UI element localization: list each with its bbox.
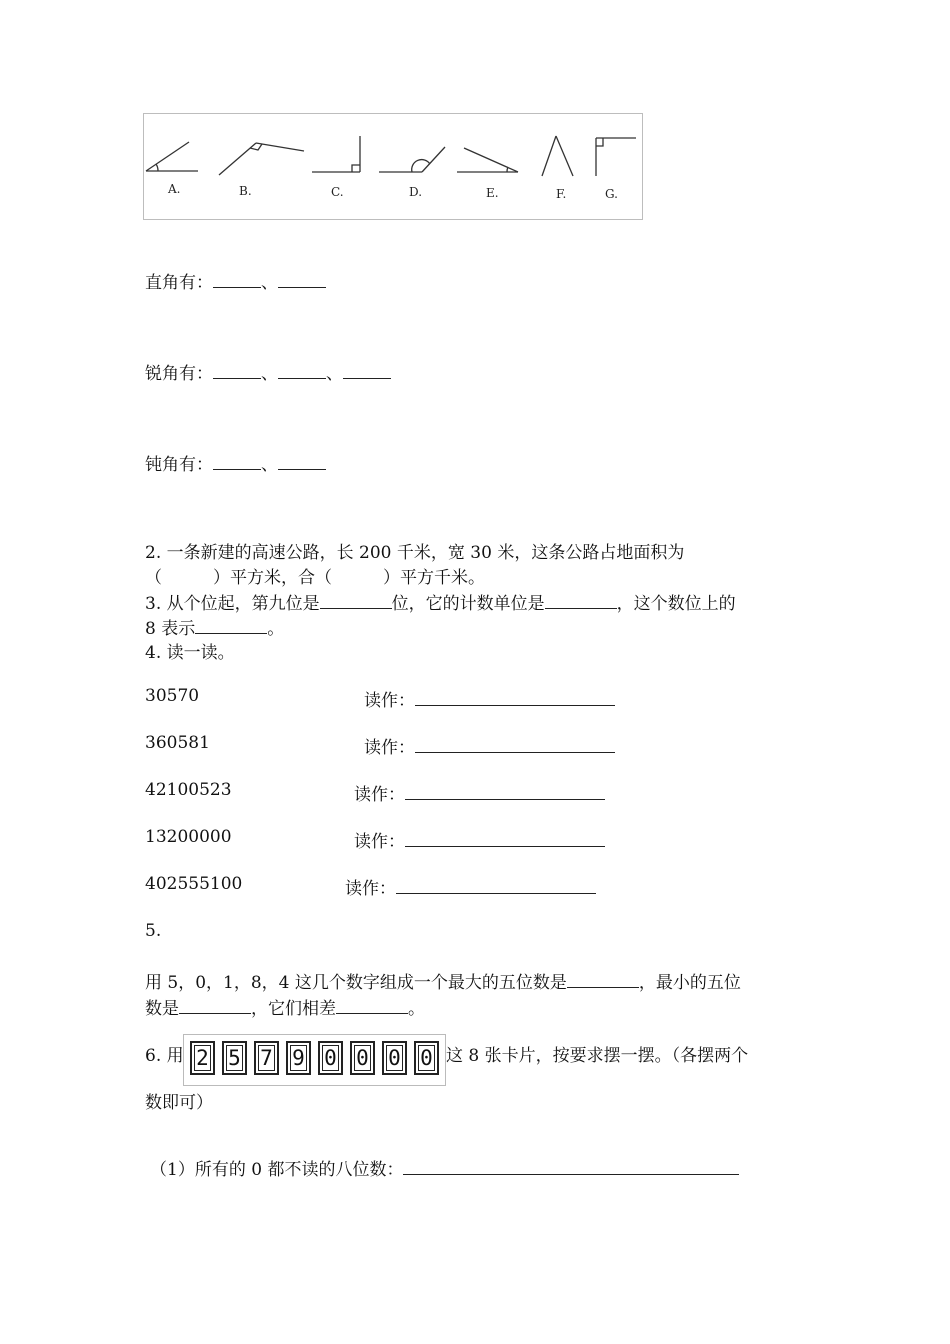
answer-blank[interactable] [415, 691, 615, 706]
angle-c-square [352, 165, 360, 172]
number-cards [183, 1034, 446, 1086]
angle-label: E. [486, 186, 499, 200]
question-3-line-2 [145, 614, 284, 639]
answer-blank[interactable] [405, 785, 605, 800]
obtuse-angle-label: 钝角有： [145, 455, 213, 475]
question-6-line-2: 数即可） [145, 1093, 213, 1113]
obtuse-angle-line [145, 450, 326, 475]
number-card: 0 [382, 1041, 407, 1075]
angle-label: B. [239, 184, 252, 198]
number-card: 0 [414, 1041, 439, 1075]
angle-label: D. [409, 185, 423, 199]
number-card: 0 [318, 1041, 343, 1075]
read-row [364, 686, 615, 711]
answer-blank[interactable] [403, 1160, 739, 1175]
angle-f-ray [542, 136, 556, 176]
q5-text: ，最小的五位 [638, 973, 741, 993]
number-card: 0 [350, 1041, 375, 1075]
separator: 、 [261, 455, 278, 475]
number-card: 2 [190, 1041, 215, 1075]
question-5-line-2 [145, 994, 425, 1019]
answer-blank[interactable] [336, 999, 408, 1014]
read-number: 360581 [145, 733, 210, 753]
q3-text: 。 [267, 619, 285, 639]
separator: 、 [261, 273, 278, 293]
angle-label: F. [556, 187, 567, 201]
answer-blank[interactable] [278, 364, 326, 379]
answer-blank[interactable] [415, 738, 615, 753]
read-label: 读作： [364, 691, 415, 711]
question-6-sub-1 [150, 1155, 739, 1180]
read-label: 读作： [364, 738, 415, 758]
read-row [364, 733, 615, 758]
answer-blank[interactable] [396, 879, 596, 894]
read-number: 30570 [145, 686, 200, 706]
number-card: 9 [286, 1041, 311, 1075]
q5-text: ，它们相差 [251, 999, 336, 1019]
angle-drawings [144, 114, 642, 219]
answer-blank[interactable] [320, 594, 392, 609]
angle-a-ray [146, 142, 189, 171]
angle-f-ray [556, 136, 573, 176]
answer-blank[interactable] [213, 364, 261, 379]
read-number: 13200000 [145, 827, 232, 847]
question-5-number: 5. [145, 921, 162, 941]
answer-blank[interactable] [213, 455, 261, 470]
q5-text: 。 [408, 999, 425, 1019]
acute-angle-label: 锐角有： [145, 364, 213, 384]
acute-angle-line [145, 359, 391, 384]
angle-b-ray [256, 143, 304, 151]
angle-e-ray [464, 148, 518, 172]
q3-text: 3. 从个位起，第九位是 [145, 594, 320, 614]
right-angle-line [145, 268, 326, 293]
q3-text: 位，它的计数单位是 [391, 594, 545, 614]
question-5-line-1 [145, 968, 741, 993]
angle-e-arc [507, 167, 508, 172]
q5-text: 用 5，0，1，8，4 这几个数字组成一个最大的五位数是 [145, 973, 567, 993]
read-label: 读作： [354, 832, 405, 852]
q5-text: 数是 [145, 999, 179, 1019]
question-2-line-1: 2. 一条新建的高速公路，长 200 千米，宽 30 米，这条公路占地面积为 [145, 543, 685, 563]
question-6-suffix: 这 8 张卡片，按要求摆一摆。（各摆两个 [446, 1046, 749, 1066]
read-row [354, 827, 605, 852]
question-6-prefix: 6. 用 [145, 1046, 184, 1066]
separator: 、 [326, 364, 343, 384]
answer-blank[interactable] [195, 619, 267, 634]
angle-g-square [596, 138, 603, 146]
answer-blank[interactable] [179, 999, 251, 1014]
read-number: 402555100 [145, 874, 243, 894]
question-2-line-2: （ ）平方米，合（ ）平方千米。 [145, 568, 485, 588]
separator: 、 [261, 364, 278, 384]
number-card: 7 [254, 1041, 279, 1075]
q3-text: ，这个数位上的 [616, 594, 736, 614]
angle-a-arc [156, 164, 158, 171]
angle-label: G. [605, 187, 618, 201]
read-label: 读作： [354, 785, 405, 805]
read-row [345, 874, 596, 899]
read-row [354, 780, 605, 805]
answer-blank[interactable] [545, 594, 617, 609]
q6-sub1-text: （1）所有的 0 都不读的八位数： [150, 1160, 404, 1180]
answer-blank[interactable] [567, 973, 639, 988]
angle-label: A. [168, 182, 181, 196]
q3-text: 8 表示 [145, 619, 196, 639]
answer-blank[interactable] [278, 273, 326, 288]
right-angle-label: 直角有： [145, 273, 213, 293]
answer-blank[interactable] [405, 832, 605, 847]
angle-figure [143, 113, 643, 220]
angle-d-ray [422, 147, 445, 172]
read-label: 读作： [345, 879, 396, 899]
angle-label: C. [331, 185, 344, 199]
question-3-line-1 [145, 589, 736, 614]
answer-blank[interactable] [278, 455, 326, 470]
read-number: 42100523 [145, 780, 232, 800]
answer-blank[interactable] [213, 273, 261, 288]
number-card: 5 [222, 1041, 247, 1075]
answer-blank[interactable] [343, 364, 391, 379]
question-4-title: 4. 读一读。 [145, 643, 235, 663]
